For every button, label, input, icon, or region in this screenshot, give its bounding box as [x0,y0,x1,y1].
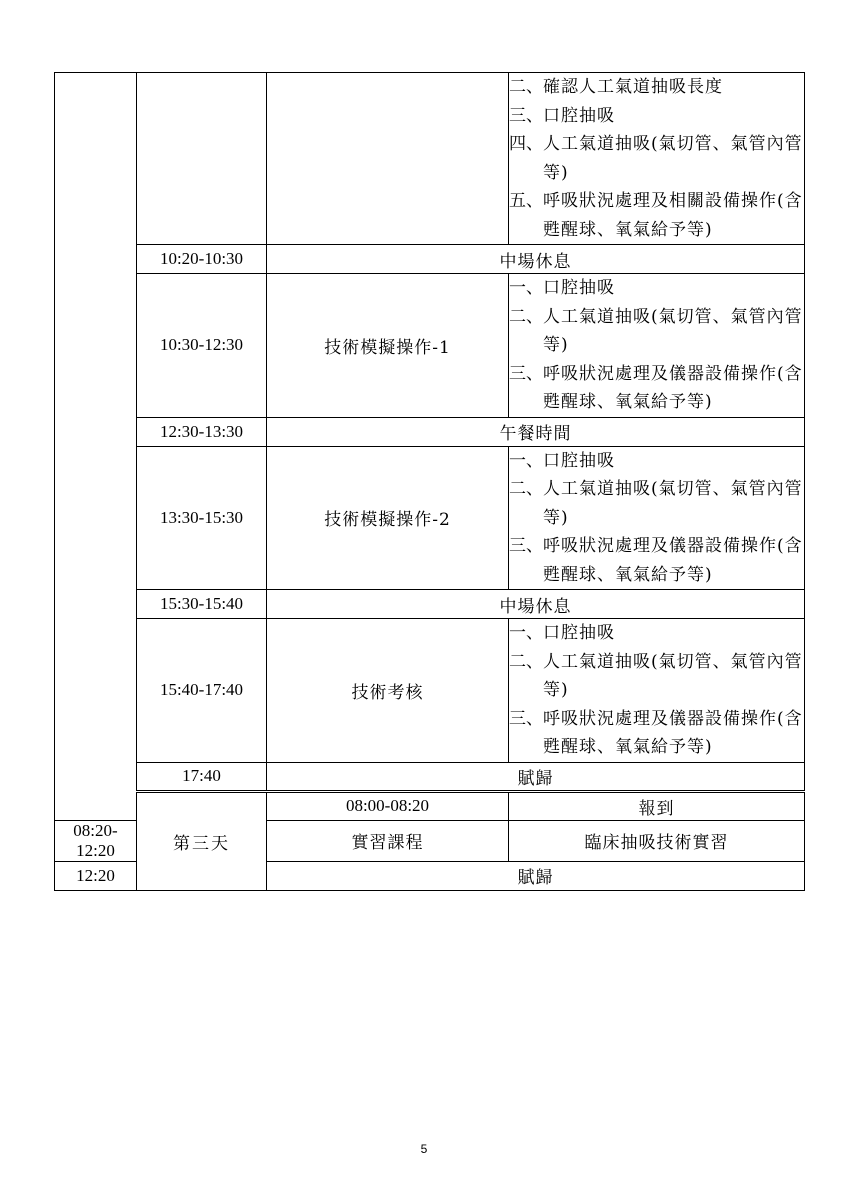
table-row [55,245,805,274]
detail-cell [509,274,805,418]
time-cell: 08:00-08:20 [267,791,509,820]
list-item: 三、 呼吸狀況處理及儀器設備操作(含甦醒球、氧氣給予等) [509,363,803,412]
topic-cell: 技術考核 [267,619,509,763]
list-item: 三、 口腔抽吸 [509,105,615,126]
topic-cell: 實習課程 [267,820,509,861]
list-item: 五、 呼吸狀況處理及相關設備操作(含甦醒球、氧氣給予等) [509,191,803,240]
list-item: 二、 確認人工氣道抽吸長度 [509,77,723,97]
table-row [55,417,805,446]
list-item: 二、 人工氣道抽吸(氣切管、氣管內管等) [509,651,803,700]
list-item: 二、 人工氣道抽吸(氣切管、氣管內管等) [509,479,803,528]
detail-cell [509,619,805,763]
time-cell: 15:40-17:40 [137,619,267,763]
detail-cell [509,73,805,245]
break-cell: 中場休息 [267,245,805,274]
list-item: 一、 口腔抽吸 [509,623,615,643]
table-row [55,590,805,619]
detail-cell [509,446,805,590]
table-row [55,791,805,820]
table-row [55,446,805,590]
end-cell: 賦歸 [267,762,805,791]
time-cell: 10:30-12:30 [137,274,267,418]
table-row [55,73,805,245]
time-cell: 12:20 [55,861,137,890]
checkin-cell: 報到 [509,791,805,820]
schedule-table [54,72,805,891]
day-cell-day3: 第三天 [137,791,267,890]
table-row [55,619,805,763]
topic-cell: 技術模擬操作-1 [267,274,509,418]
lunch-cell: 午餐時間 [267,417,805,446]
page-number: 5 [420,1142,428,1156]
time-cell: 12:30-13:30 [137,417,267,446]
break-cell: 中場休息 [267,590,805,619]
end-cell: 賦歸 [267,861,805,890]
list-item: 三、 呼吸狀況處理及儀器設備操作(含甦醒球、氧氣給予等) [509,536,803,585]
list-item: 一、 口腔抽吸 [509,278,615,298]
time-cell: 17:40 [137,762,267,791]
time-cell: 13:30-15:30 [137,446,267,590]
list-item: 一、 口腔抽吸 [509,450,615,471]
time-cell: 08:20-12:20 [55,820,137,861]
list-item: 三、 呼吸狀況處理及儀器設備操作(含甦醒球、氧氣給予等) [509,708,803,757]
day-cell-day2 [55,73,137,821]
topic-cell: 技術模擬操作-2 [267,446,509,590]
time-cell: 15:30-15:40 [137,590,267,619]
detail-cell: 臨床抽吸技術實習 [509,820,805,861]
list-item: 二、 人工氣道抽吸(氣切管、氣管內管等) [509,306,803,355]
time-cell: 10:20-10:30 [137,245,267,274]
time-cell [137,73,267,245]
list-item: 四、 人工氣道抽吸(氣切管、氣管內管等) [509,134,803,183]
topic-cell [267,73,509,245]
table-row [55,274,805,418]
table-row [55,762,805,791]
